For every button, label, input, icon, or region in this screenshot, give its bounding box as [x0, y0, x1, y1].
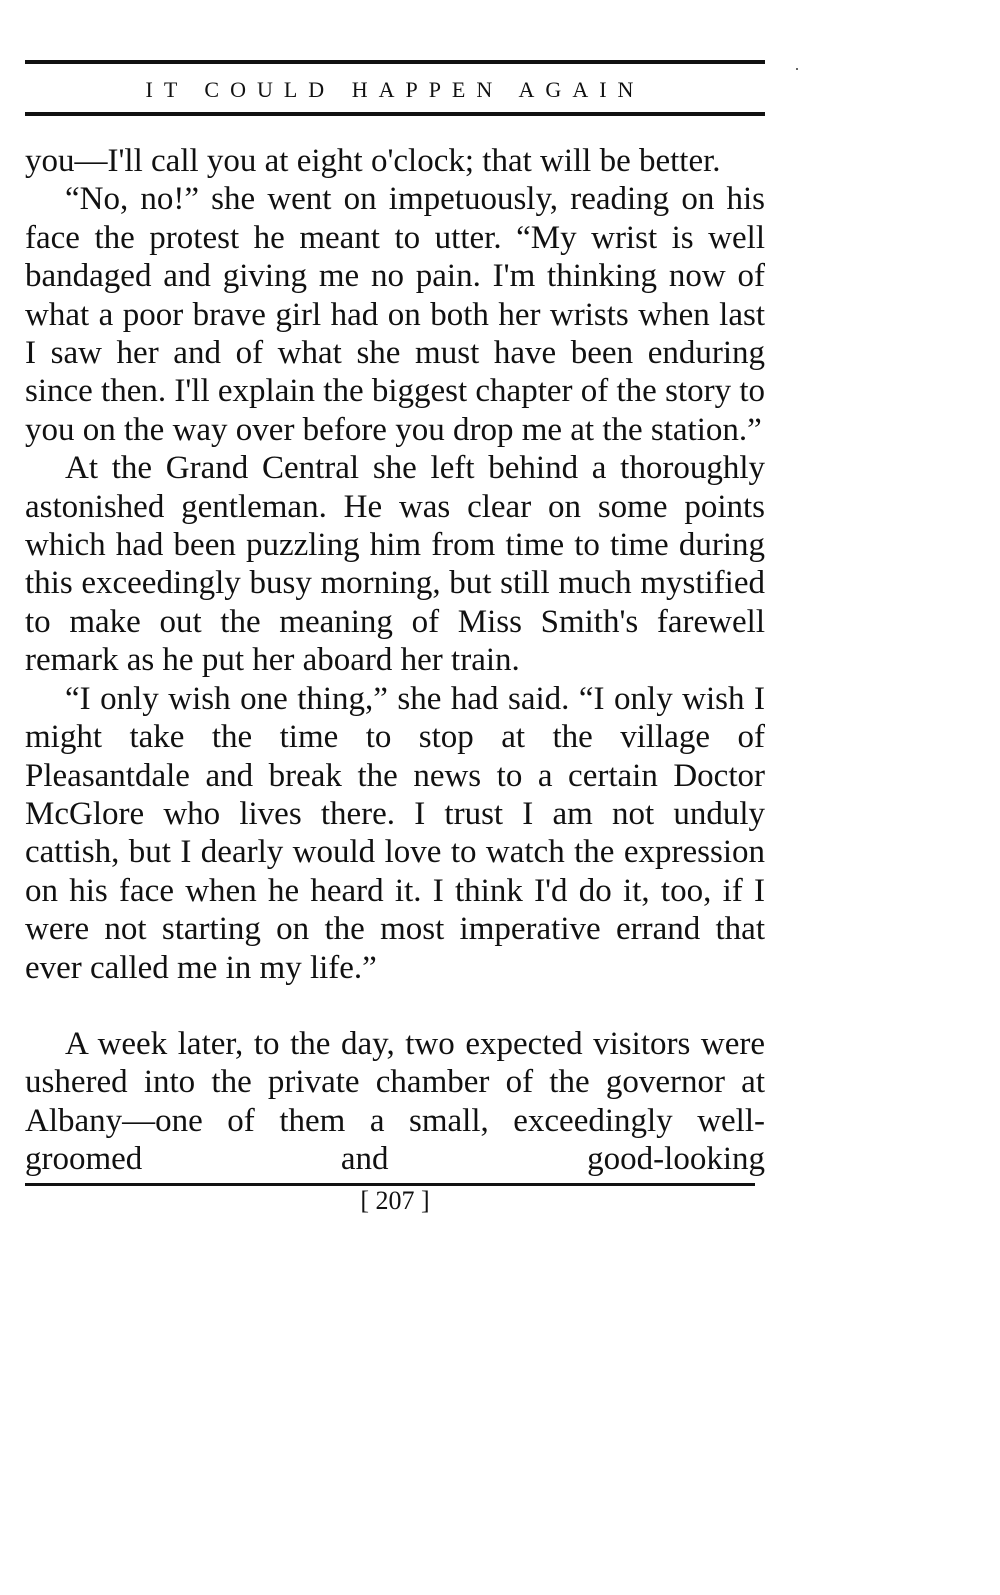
- paragraph: “No, no!” she went on impetuously, reading on his face the protest he meant to utter. “My wrist is well bandaged and giving me no pain. I'm thinking now of what a poor brave girl had on both her wrists when last I saw her and of what she must have been enduring since then. I'll explain the biggest chapter of the story to you on the way over before you drop me at the station.”: [25, 181, 765, 448]
- paragraph: At the Grand Central she left behind a thoroughly astonished gentleman. He was clear on some points which had been puzzling him from time to time during this exceedingly busy morning, but still much mystified to make out the meaning of Miss Smith's farewell remark as he put her aboard her train.: [25, 450, 765, 679]
- paragraph-continuation: you—I'll call you at eight o'clock; that will be better.: [25, 143, 721, 179]
- paragraph: “I only wish one thing,” she had said. “I only wish I might take the time to stop at the village of Pleasantdale and break the news to a certain Doctor McGlore who lives there. I trust I am not unduly cattish, but I dearly would love to watch the expression on his face when he heard it. I think I'd do it, too, if I were not starting on the most imperative errand that ever called me in my life.”: [25, 680, 765, 986]
- book-page: [25, 60, 765, 1216]
- page-number: [ 207 ]: [360, 1185, 430, 1215]
- margin-speck: [796, 68, 798, 70]
- running-head: IT COULD HAPPEN AGAIN: [145, 77, 645, 102]
- section-break: [25, 987, 765, 1025]
- paragraph: A week later, to the day, two expected visitors were ushered into the private chamber of the governor at Albany—one of them a small, exceedingly well-groomed and good-looking: [25, 1025, 765, 1178]
- body-text: [25, 142, 765, 1179]
- header-bottom-rule: [25, 112, 765, 116]
